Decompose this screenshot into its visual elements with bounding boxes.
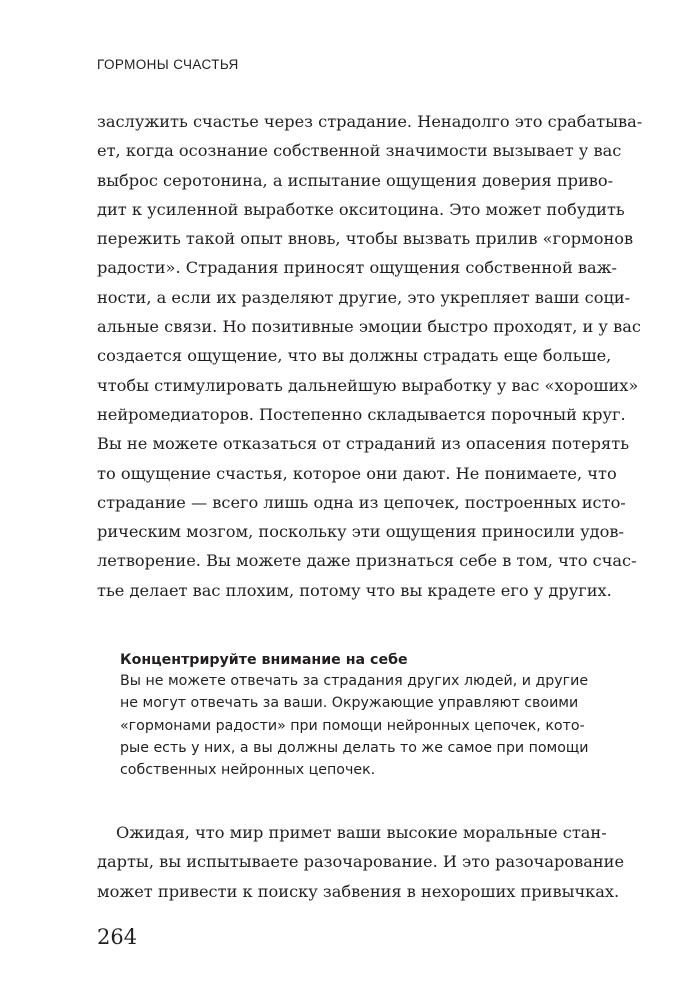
text-line: то ощущение счастья, которое они дают. Не понимаете, что <box>97 463 617 483</box>
text-line: страдание — всего лишь одна из цепочек, построенных исто- <box>97 492 626 512</box>
text-line: Ожидая, что мир примет ваши высокие моральные стан- <box>116 823 607 842</box>
text-line: ности, а если их разделяют другие, это укрепляет ваши соци- <box>97 287 631 307</box>
paragraph-2 <box>97 818 625 906</box>
text-line: может привести к поиску забвения в нехороших привычках. <box>97 881 620 901</box>
text-line: выброс серотонина, а испытание ощущения доверия приво- <box>97 170 614 190</box>
sidebar-line: рые есть у них, а вы должны делать то же самое при помощи <box>120 739 589 756</box>
text-line: дарты, вы испытываете разочарование. И это разочарование <box>97 852 625 872</box>
page-number: 264 <box>97 925 138 949</box>
text-line: дит к усиленной выработке окситоцина. Это может побудить <box>97 199 625 219</box>
sidebar-line: «гормонами радости» при помощи нейронных цепочек, кото- <box>120 717 585 734</box>
text-line: создается ощущение, что вы должны страдать еще больше, <box>97 346 612 366</box>
running-head: ГОРМОНЫ СЧАСТЬЯ <box>97 57 239 72</box>
sidebar-title: Концентрируйте внимание на себе <box>120 652 408 668</box>
paragraph-1 <box>97 107 643 605</box>
sidebar-line: не могут отвечать за ваши. Окружающие управляют своими <box>120 695 579 712</box>
text-line: летворение. Вы можете даже признаться себе в том, что счас- <box>97 551 637 571</box>
text-line: заслужить счастье через страдание. Ненадолго это срабатыва- <box>97 112 643 131</box>
text-line: нейромедиаторов. Постепенно складывается порочный круг. <box>97 404 626 424</box>
text-line: тье делает вас плохим, потому что вы крадете его у других. <box>97 580 612 600</box>
text-line: рическим мозгом, поскольку эти ощущения приносили удов- <box>97 522 624 542</box>
text-line: радости». Страдания приносят ощущения собственной важ- <box>97 258 618 278</box>
text-line: альные связи. Но позитивные эмоции быстро проходят, и у вас <box>97 317 641 337</box>
text-line: ет, когда осознание собственной значимости вызывает у вас <box>97 141 622 161</box>
sidebar-box <box>120 650 589 781</box>
text-line: чтобы стимулировать дальнейшую выработку у вас «хороших» <box>97 375 639 395</box>
text-line: пережить такой опыт вновь, чтобы вызвать прилив «гормонов <box>97 229 634 249</box>
sidebar-line: Вы не можете отвечать за страдания других людей, и другие <box>120 673 589 689</box>
sidebar-line: собственных нейронных цепочек. <box>120 762 376 779</box>
text-line: Вы не можете отказаться от страданий из опасения потерять <box>97 434 630 454</box>
